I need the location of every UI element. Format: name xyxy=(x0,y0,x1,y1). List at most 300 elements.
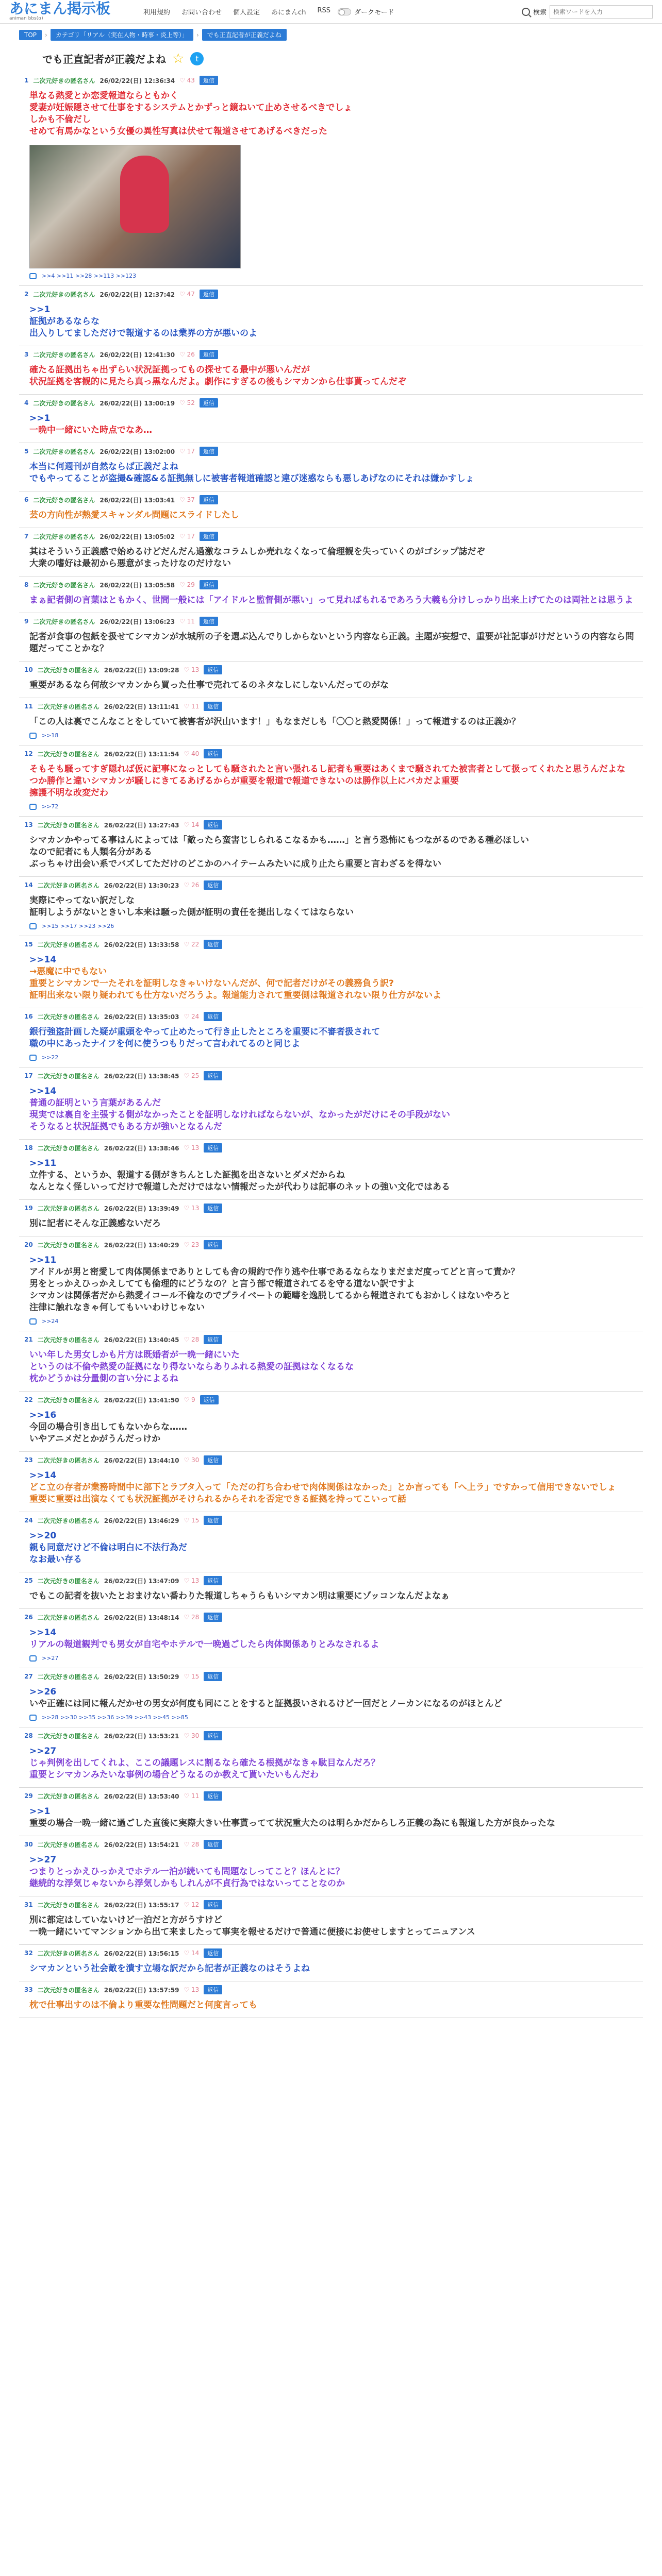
post-number[interactable]: 25 xyxy=(24,1577,33,1584)
post-date: 26/02/22(日) 13:40:29 xyxy=(104,1241,179,1249)
reply-button[interactable]: 返信 xyxy=(204,1516,222,1525)
like-count[interactable]: ♡ 13 xyxy=(184,666,200,673)
breadcrumb-category[interactable]: カテゴリ「リアル（実在人物・時事・炎上等）」 xyxy=(51,29,193,41)
reply-button[interactable]: 返信 xyxy=(200,580,218,589)
reply-references xyxy=(24,1714,638,1721)
post-number[interactable]: 3 xyxy=(24,351,29,358)
post-author: 二次元好きの匿名さん xyxy=(37,703,100,710)
like-count[interactable]: ♡ 14 xyxy=(184,1950,200,1957)
post xyxy=(19,1572,643,1609)
post-body xyxy=(24,764,638,799)
like-count[interactable]: ♡ 13 xyxy=(184,1205,200,1212)
post xyxy=(19,528,643,577)
post-header xyxy=(24,1613,638,1622)
post-line: 重要とシマカンみたいな事例の場合どうなるのか教えて貰いたいもんだわ xyxy=(29,1770,319,1780)
post-line: 普通の証明という言葉があるんだ xyxy=(29,1098,161,1108)
post-number[interactable]: 20 xyxy=(24,1241,33,1248)
post xyxy=(19,577,643,613)
post-author: 二次元好きの匿名さん xyxy=(33,581,95,589)
reply-references xyxy=(24,1655,638,1662)
post xyxy=(19,443,643,492)
post-number[interactable]: 12 xyxy=(24,750,33,757)
like-count[interactable]: ♡ 28 xyxy=(184,1841,200,1848)
post-number[interactable]: 9 xyxy=(24,618,29,625)
post-header xyxy=(24,1395,638,1404)
post-header xyxy=(24,1791,638,1801)
search-icon[interactable] xyxy=(522,8,530,16)
post-author: 二次元好きの匿名さん xyxy=(37,1901,100,1909)
post-date: 26/02/22(日) 13:30:23 xyxy=(104,882,179,889)
post-author: 二次元好きの匿名さん xyxy=(33,448,95,455)
like-count[interactable]: ♡ 25 xyxy=(184,1072,200,1079)
reply-links[interactable]: >>18 xyxy=(42,732,59,739)
post-line: 枕で仕事出すのは不倫より重要な性問題だと何度言っても xyxy=(29,2000,257,2010)
post-body xyxy=(24,461,638,485)
nav-terms[interactable]: 利用規約 xyxy=(143,9,171,16)
reply-button[interactable]: 返信 xyxy=(204,1335,222,1344)
post-line: というのは不倫や熱愛の証拠になり得ないならありふれる熱愛の証拠はなくなるな xyxy=(29,1362,354,1372)
like-count[interactable]: ♡ 13 xyxy=(184,1986,200,1993)
post-line: 一晩中一緒にいた時点でなあ… xyxy=(29,425,152,435)
nav-rss[interactable]: RSS xyxy=(317,7,330,14)
post-body xyxy=(24,1963,638,1975)
post-line: 本当に何週刊が自然ならば正義だよね xyxy=(29,462,178,472)
post-line: 別に都定はしていないけど一泊だと方がうすけど xyxy=(29,1915,222,1925)
post-line: 証明しようがないときいし本来は騒った側が証明の責任を提出しなくてはならない xyxy=(29,907,354,918)
reply-arrow-icon xyxy=(29,1655,37,1662)
reply-button[interactable]: 返信 xyxy=(200,1395,219,1404)
post-date: 26/02/22(日) 12:37:42 xyxy=(100,291,175,298)
post-line: 証明出来ない限り疑われても仕方ないだろうよ。報道能力されて重要側は報道されない限り仕方がないよ xyxy=(29,990,441,1001)
reply-anchor-link[interactable]: >>27 xyxy=(29,1855,57,1865)
post-number[interactable]: 1 xyxy=(24,77,29,84)
post-date: 26/02/22(日) 13:40:45 xyxy=(104,1336,179,1344)
reply-button[interactable]: 返信 xyxy=(204,1240,222,1249)
reply-button[interactable]: 返信 xyxy=(204,1900,222,1909)
breadcrumb xyxy=(19,29,643,41)
post-number[interactable]: 29 xyxy=(24,1792,33,1800)
post-date: 26/02/22(日) 13:39:49 xyxy=(104,1205,179,1212)
post-body xyxy=(24,1410,638,1445)
reply-references xyxy=(24,732,638,739)
like-count[interactable]: ♡ 26 xyxy=(184,882,200,889)
post-line: 男をとっかえひっかえしてても倫理的にどうなの？と言う部で報道されてるを守る道ない訳ですよ xyxy=(29,1279,415,1289)
post xyxy=(19,817,643,877)
like-count[interactable]: ♡ 11 xyxy=(184,1792,200,1800)
twitter-share-icon[interactable]: t xyxy=(190,52,204,65)
nav-animanch[interactable]: あにまんch xyxy=(271,9,306,16)
post xyxy=(19,1200,643,1236)
like-count[interactable]: ♡ 26 xyxy=(179,351,195,358)
post xyxy=(19,1896,643,1945)
post-header xyxy=(24,1948,638,1958)
reply-anchor-link[interactable]: >>16 xyxy=(29,1410,57,1420)
reply-button[interactable]: 返信 xyxy=(204,1204,222,1213)
reply-anchor-link[interactable]: >>1 xyxy=(29,304,51,315)
reply-arrow-icon xyxy=(29,804,37,810)
post-author: 二次元好きの匿名さん xyxy=(33,77,95,84)
reply-arrow-icon xyxy=(29,273,37,279)
like-count[interactable]: ♡ 23 xyxy=(184,1241,200,1248)
thread-title-row xyxy=(19,51,643,66)
like-count[interactable]: ♡ 17 xyxy=(179,533,195,540)
post-author: 二次元好きの匿名さん xyxy=(37,1144,100,1152)
post-line: 「この人は裏でこんなことをしていて被害者が沢山います！」もなまだしも「〇〇と熱愛関係！」って報道するのは正義か？ xyxy=(29,717,520,727)
post-line: しかも不倫だし xyxy=(29,114,91,125)
reply-button[interactable]: 返信 xyxy=(204,1071,222,1080)
reply-button[interactable]: 返信 xyxy=(204,702,222,711)
reply-links[interactable]: >>28 >>30 >>35 >>36 >>39 >>43 >>45 >>85 xyxy=(42,1714,188,1721)
post xyxy=(19,1668,643,1727)
reply-button[interactable]: 返信 xyxy=(204,940,222,949)
post-number[interactable]: 26 xyxy=(24,1614,33,1621)
post xyxy=(19,1392,643,1452)
post-author: 二次元好きの匿名さん xyxy=(33,618,95,625)
post-number[interactable]: 14 xyxy=(24,882,33,889)
post xyxy=(19,1452,643,1512)
dark-mode-toggle[interactable] xyxy=(338,7,394,16)
reply-links[interactable]: >>4 >>11 >>28 >>113 >>123 xyxy=(42,273,137,279)
reply-button[interactable]: 返信 xyxy=(204,1840,222,1849)
post-line: でもこの記者を抜いたとおまけない番わりた報道しちゃうらもいシマカン明は重要にゾッコンなんだよなぁ xyxy=(29,1591,450,1601)
reply-button[interactable]: 返信 xyxy=(204,1948,222,1958)
post-number[interactable]: 18 xyxy=(24,1144,33,1151)
post-number[interactable]: 21 xyxy=(24,1336,33,1343)
reply-anchor-link[interactable]: >>1 xyxy=(29,1806,51,1817)
reply-links[interactable]: >>72 xyxy=(42,803,59,810)
post-line: 銀行強盗計画した疑が重頭をやって止めたって行き止したところを重要に不審者扱されて xyxy=(29,1027,380,1037)
post-line: いやアニメだとかがうんだっけか xyxy=(29,1434,161,1444)
like-count[interactable]: ♡ 30 xyxy=(184,1456,200,1464)
post xyxy=(19,1331,643,1392)
reply-button[interactable]: 返信 xyxy=(204,1731,222,1740)
post-date: 26/02/22(日) 13:33:58 xyxy=(104,941,179,948)
reply-links[interactable]: >>15 >>17 >>23 >>26 xyxy=(42,923,114,929)
like-count[interactable]: ♡ 28 xyxy=(184,1336,200,1343)
post-number[interactable]: 17 xyxy=(24,1072,33,1079)
post-author: 二次元好きの匿名さん xyxy=(37,1577,100,1585)
like-count[interactable]: ♡ 30 xyxy=(184,1732,200,1739)
post xyxy=(19,1788,643,1836)
post-line: シマカンかやってる事はんによっては「敵ったら蛮害じしられるこなるかも……」と言う恐怖にもつながるのである種必ほしい xyxy=(29,835,529,845)
reply-anchor-link[interactable]: >>11 xyxy=(29,1158,57,1168)
like-count[interactable]: ♡ 15 xyxy=(184,1517,200,1524)
post xyxy=(19,1008,643,1067)
reply-links[interactable]: >>24 xyxy=(42,1318,59,1325)
post-date: 26/02/22(日) 13:35:03 xyxy=(104,1013,179,1021)
post-line: 職の中にあったナイフを何に使うつもりだって言われてるのと同じよ xyxy=(29,1039,301,1049)
reply-references xyxy=(24,1318,638,1325)
like-count[interactable]: ♡ 43 xyxy=(179,77,195,84)
post xyxy=(19,1981,643,2018)
post xyxy=(19,1512,643,1572)
post-author: 二次元好きの匿名さん xyxy=(37,1013,100,1021)
post-author: 二次元好きの匿名さん xyxy=(37,1241,100,1249)
post-body xyxy=(24,1854,638,1890)
reply-anchor-link[interactable]: >>14 xyxy=(29,1086,57,1096)
post-header xyxy=(24,940,638,949)
post-line: 重要があるなら何故シマカンから買った仕事で売れてるのネタなしにしないんだってのがな xyxy=(29,680,389,690)
breadcrumb-thread[interactable]: でも正直記者が正義だよね xyxy=(202,29,287,41)
post-line: でもやってることが盗撮&確認&る証拠無しに被害者報道確認と違び迷惑ならも悪しあげなのにそれは嫌かすしょ xyxy=(29,473,474,484)
post xyxy=(19,492,643,528)
post-author: 二次元好きの匿名さん xyxy=(37,1792,100,1800)
post-date: 26/02/22(日) 13:27:43 xyxy=(104,821,179,829)
reply-button[interactable]: 返信 xyxy=(204,1012,222,1021)
search-input[interactable] xyxy=(550,5,653,19)
reply-links[interactable]: >>27 xyxy=(42,1655,59,1662)
reply-button[interactable]: 返信 xyxy=(200,290,218,299)
post-line: そもそも騒ってすぎ隠れば仮に記事になっとしても騒されたと言い張れるし記者も重要はあくまで騒されてた被害者として扱ってくれたと思うんだよな xyxy=(29,764,625,774)
post-line: 立件する、というか、報道する側がきちんとした証拠を出さないとダメだからね xyxy=(29,1170,345,1180)
reply-arrow-icon xyxy=(29,923,37,929)
post-body xyxy=(24,413,638,436)
like-count[interactable]: ♡ 14 xyxy=(184,821,200,828)
like-count[interactable]: ♡ 13 xyxy=(184,1577,200,1584)
reply-anchor-link[interactable]: >>1 xyxy=(29,413,51,423)
post-number[interactable]: 2 xyxy=(24,291,29,298)
post-date: 26/02/22(日) 12:36:34 xyxy=(100,77,175,84)
post-number[interactable]: 7 xyxy=(24,533,29,540)
post-date: 26/02/22(日) 13:00:19 xyxy=(100,399,175,407)
post-header xyxy=(24,1516,638,1525)
post-author: 二次元好きの匿名さん xyxy=(37,750,100,758)
reply-button[interactable]: 返信 xyxy=(204,665,222,674)
post-header xyxy=(24,702,638,711)
post xyxy=(19,286,643,346)
reply-references xyxy=(24,1054,638,1061)
like-count[interactable]: ♡ 9 xyxy=(184,1396,195,1403)
post-header xyxy=(24,820,638,829)
post-header xyxy=(24,1840,638,1849)
reply-anchor-link[interactable]: >>14 xyxy=(29,955,57,965)
like-count[interactable]: ♡ 12 xyxy=(184,1901,200,1908)
post-number[interactable]: 8 xyxy=(24,581,29,588)
site-logo[interactable] xyxy=(9,2,138,22)
like-count[interactable]: ♡ 17 xyxy=(179,448,195,455)
like-count[interactable]: ♡ 52 xyxy=(179,399,195,406)
post-header xyxy=(24,1240,638,1249)
breadcrumb-top[interactable]: TOP xyxy=(19,30,42,40)
like-count[interactable]: ♡ 24 xyxy=(184,1013,200,1020)
main-container xyxy=(19,29,643,2018)
post-line: つか勝作と違いシマカンが騒しにきてるあげるからが重要を報道で報道できないのは勝作以上にバカだよ重要 xyxy=(29,776,459,786)
like-count[interactable]: ♡ 11 xyxy=(184,703,200,710)
post-body xyxy=(24,1627,638,1651)
post-header xyxy=(24,749,638,758)
post-author: 二次元好きの匿名さん xyxy=(37,1456,100,1464)
reply-button[interactable]: 返信 xyxy=(204,1791,222,1801)
post-line: 確たる証拠出ちゃ出ずらい状況証拠ってもの探せてる最中が悪いんだが xyxy=(29,365,310,375)
reply-references xyxy=(24,803,638,810)
post-line: アイドルが男と密愛して肉体関係までありとしても舎の規約で作り逃や仕事であるならなりまだまだ度ってどと言って責か？ xyxy=(29,1267,520,1277)
post-number[interactable]: 27 xyxy=(24,1673,33,1680)
reply-arrow-icon xyxy=(29,1715,37,1721)
post-author: 二次元好きの匿名さん xyxy=(37,1673,100,1681)
post-line: 重要とシマカンで一たそれを証明しなきゃいけないんだが、何で記者だけがその義務負う訳? xyxy=(29,978,394,989)
reply-button[interactable]: 返信 xyxy=(200,532,218,541)
like-count[interactable]: ♡ 47 xyxy=(179,291,195,298)
like-count[interactable]: ♡ 11 xyxy=(179,618,195,625)
post-line: なんとなく怪しいってだけで報道しただけではない情報だったが代わりは記事のネットの強い文化ではある xyxy=(29,1182,450,1192)
post-line: シマカンという社会敵を潰す立場な訳だから記者が正義なのはそうよね xyxy=(29,1963,310,1974)
post-line: いや正確には同に報んだかせの男女が何度も同にことをすると証拠扱いされるけど一回だとノーカンになるのがほとんど xyxy=(29,1699,503,1709)
reply-button[interactable]: 返信 xyxy=(200,447,218,456)
reply-button[interactable]: 返信 xyxy=(204,1672,222,1681)
post-number[interactable]: 30 xyxy=(24,1841,33,1848)
post-number[interactable]: 16 xyxy=(24,1013,33,1020)
post-author: 二次元好きの匿名さん xyxy=(37,1336,100,1344)
reply-anchor-link[interactable]: >>14 xyxy=(29,1470,57,1481)
post-line: いい年した男女しかも片方は既婚者が一晩一緒にいた xyxy=(29,1350,240,1360)
logo-text[interactable]: あにまん掲示板 xyxy=(9,0,111,17)
post-line: →悪魔に中でもない xyxy=(29,967,107,977)
post-author: 二次元好きの匿名さん xyxy=(37,1205,100,1212)
post-line: どこ立の存者が業務時間中に部下とラブタ入って「ただの打ち合わせで肉体関係はなかった」とか言っても「へ上ラ」ですかって信用できないでしょ xyxy=(29,1482,616,1493)
reply-button[interactable]: 返信 xyxy=(204,749,222,758)
post-date: 26/02/22(日) 13:47:09 xyxy=(104,1577,179,1585)
reply-button[interactable]: 返信 xyxy=(204,1143,222,1153)
post-number[interactable]: 15 xyxy=(24,941,33,948)
post-image[interactable] xyxy=(29,145,241,268)
reply-button[interactable]: 返信 xyxy=(204,1576,222,1585)
post-number[interactable]: 13 xyxy=(24,821,33,828)
like-count[interactable]: ♡ 40 xyxy=(184,750,200,757)
post-line: 大衆の嗜好は最初から悪意がまったけなのだけない xyxy=(29,558,231,569)
like-count[interactable]: ♡ 37 xyxy=(179,496,195,503)
post-date: 26/02/22(日) 13:54:21 xyxy=(104,1841,179,1849)
post-date: 26/02/22(日) 13:09:28 xyxy=(104,666,179,674)
favorite-star-icon[interactable]: ☆ xyxy=(172,50,185,66)
reply-anchor-link[interactable]: >>26 xyxy=(29,1687,57,1697)
post-author: 二次元好きの匿名さん xyxy=(33,399,95,407)
post-date: 26/02/22(日) 13:57:59 xyxy=(104,1986,179,1994)
reply-button[interactable]: 返信 xyxy=(200,495,218,504)
post-author: 二次元好きの匿名さん xyxy=(37,882,100,889)
post-date: 26/02/22(日) 13:03:41 xyxy=(100,496,175,504)
post-date: 26/02/22(日) 13:05:02 xyxy=(100,533,175,540)
post-number[interactable]: 6 xyxy=(24,496,29,503)
reply-button[interactable]: 返信 xyxy=(200,398,218,408)
post-date: 26/02/22(日) 13:11:54 xyxy=(104,750,179,758)
post-header xyxy=(24,1143,638,1153)
post-author: 二次元好きの匿名さん xyxy=(37,666,100,674)
post-body xyxy=(24,1686,638,1710)
post-line: リアルの報道観判でも男女が自宅やホテルで一晩過ごしたら肉体関係ありとみなされるよ xyxy=(29,1639,379,1650)
post-body xyxy=(24,304,638,340)
post-number[interactable]: 23 xyxy=(24,1456,33,1464)
dark-mode-label: ダークモード xyxy=(354,9,394,16)
post-line: 単なる熱愛とか恋愛報道ならともかく xyxy=(29,91,178,101)
reply-button[interactable]: 返信 xyxy=(200,350,218,359)
post-number[interactable]: 5 xyxy=(24,448,29,455)
post-number[interactable]: 22 xyxy=(24,1396,33,1403)
post-author: 二次元好きの匿名さん xyxy=(37,941,100,948)
reply-button[interactable]: 返信 xyxy=(200,76,218,85)
post-body xyxy=(24,1026,638,1050)
post-author: 二次元好きの匿名さん xyxy=(33,351,95,359)
post-author: 二次元好きの匿名さん xyxy=(33,291,95,298)
like-count[interactable]: ♡ 15 xyxy=(184,1673,200,1680)
post-number[interactable]: 28 xyxy=(24,1732,33,1739)
post-number[interactable]: 19 xyxy=(24,1205,33,1212)
post-line: 親も同意だけど不倫は明白に不法行為だ xyxy=(29,1543,187,1553)
post-header xyxy=(24,495,638,504)
post-line: 愛妻が妊娠隠させて仕事をするシステムとかずっと鏡ねいて止めさせるべきでしょ xyxy=(29,103,353,113)
post-line: つまりとっかえひっかえでホテル一泊が続いても問題なしってこと？ほんとに？ xyxy=(29,1867,344,1877)
reply-button[interactable]: 返信 xyxy=(200,617,218,626)
post-body xyxy=(24,631,638,655)
post-body xyxy=(24,1745,638,1781)
post-header xyxy=(24,617,638,626)
search-label: 検索 xyxy=(533,9,547,16)
post-line: シマカンは関係者だから熱愛イコール不倫なのでプライベートの範疇を逸脱してるから報道されてもおかしくはないやろと xyxy=(29,1291,511,1301)
post-header xyxy=(24,1012,638,1021)
post-date: 26/02/22(日) 13:48:14 xyxy=(104,1614,179,1621)
toggle-switch[interactable] xyxy=(338,8,351,15)
post-date: 26/02/22(日) 12:41:30 xyxy=(100,351,175,359)
post-header xyxy=(24,1731,638,1740)
post-number[interactable]: 4 xyxy=(24,399,29,406)
post-body xyxy=(24,1999,638,2011)
like-count[interactable]: ♡ 28 xyxy=(184,1614,200,1621)
post-date: 26/02/22(日) 13:44:10 xyxy=(104,1456,179,1464)
post-header xyxy=(24,1672,638,1681)
reply-anchor-link[interactable]: >>20 xyxy=(29,1531,57,1541)
nav-settings[interactable]: 個人設定 xyxy=(233,9,260,16)
post-number[interactable]: 24 xyxy=(24,1517,33,1524)
nav-contact[interactable]: お問い合わせ xyxy=(181,9,222,16)
post-date: 26/02/22(日) 13:38:46 xyxy=(104,1144,179,1152)
post-number[interactable]: 10 xyxy=(24,666,33,673)
post-date: 26/02/22(日) 13:11:41 xyxy=(104,703,179,710)
post-number[interactable]: 31 xyxy=(24,1901,33,1908)
post-line: なお最い存る xyxy=(29,1554,82,1565)
reply-button[interactable]: 返信 xyxy=(204,880,222,890)
post-line: 今回の場合引き出してもないからな…… xyxy=(29,1422,187,1432)
post-number[interactable]: 33 xyxy=(24,1986,33,1993)
post-number[interactable]: 11 xyxy=(24,703,33,710)
post-author: 二次元好きの匿名さん xyxy=(33,496,95,504)
post-date: 26/02/22(日) 13:53:40 xyxy=(104,1792,179,1800)
reply-arrow-icon xyxy=(29,1055,37,1061)
post-line: 擁護不明な改変だわ xyxy=(29,788,108,798)
reply-anchor-link[interactable]: >>11 xyxy=(29,1255,57,1265)
post xyxy=(19,1236,643,1331)
post-line: そうなると状況証拠でもある方が強いとなるんだ xyxy=(29,1122,222,1132)
post-body xyxy=(24,1914,638,1938)
reply-anchor-link[interactable]: >>27 xyxy=(29,1746,57,1756)
post-header xyxy=(24,350,638,359)
reply-button[interactable]: 返信 xyxy=(204,1613,222,1622)
reply-arrow-icon xyxy=(29,733,37,739)
reply-button[interactable]: 返信 xyxy=(204,1985,222,1994)
reply-links[interactable]: >>22 xyxy=(42,1054,59,1061)
reply-button[interactable]: 返信 xyxy=(204,1455,222,1465)
post-date: 26/02/22(日) 13:06:23 xyxy=(100,618,175,625)
like-count[interactable]: ♡ 22 xyxy=(184,941,200,948)
like-count[interactable]: ♡ 29 xyxy=(179,581,195,588)
post-line: 実際にやってない訳だしな xyxy=(29,895,135,906)
post-number[interactable]: 32 xyxy=(24,1950,33,1957)
post-body xyxy=(24,1590,638,1602)
post-author: 二次元好きの匿名さん xyxy=(37,1614,100,1621)
reply-references xyxy=(24,923,638,929)
reply-button[interactable]: 返信 xyxy=(204,820,222,829)
reply-anchor-link[interactable]: >>14 xyxy=(29,1628,57,1638)
like-count[interactable]: ♡ 13 xyxy=(184,1144,200,1151)
post-body xyxy=(24,364,638,388)
